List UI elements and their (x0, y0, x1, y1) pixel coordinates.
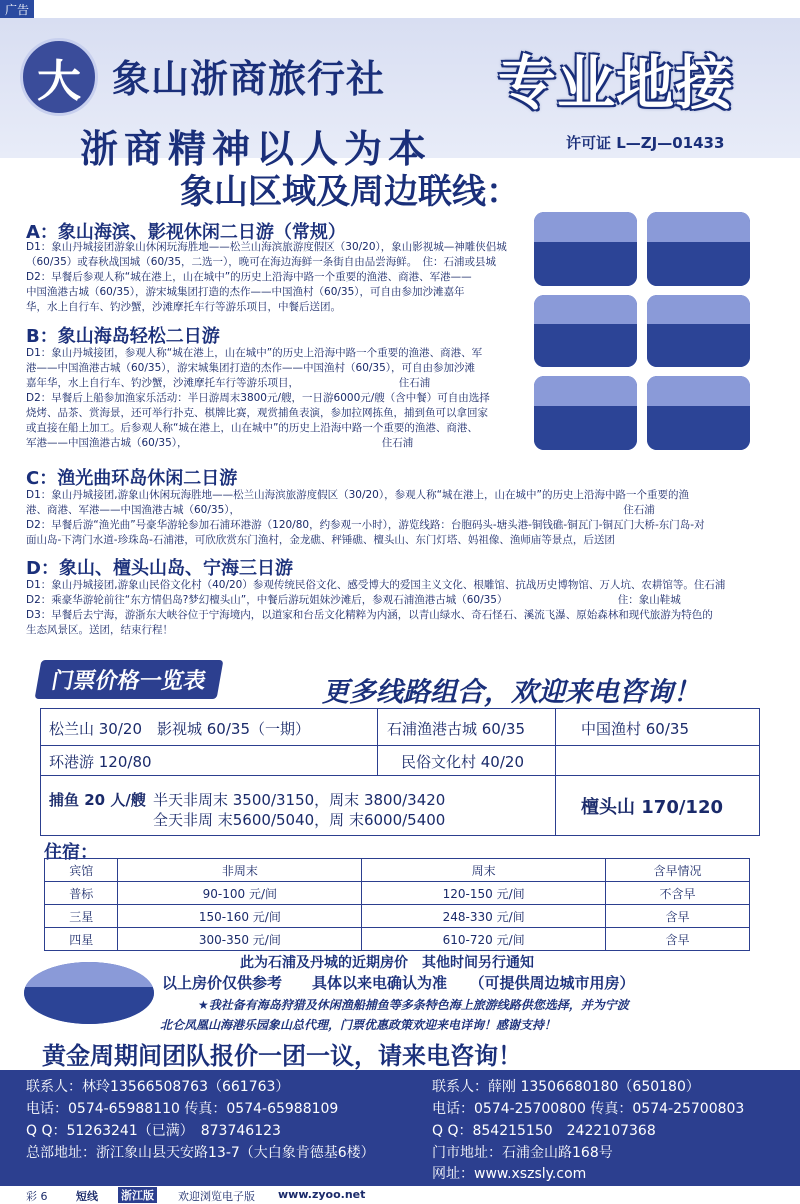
site-url[interactable]: www.zyoo.net (278, 1188, 366, 1201)
route-b-text: D1：象山丹城接团，参观人称“城在港上，山在城中”的历史上沿海中路一个重要的渔港、商港、军 港——中国渔港古城（60/35），游宋城集团打造的杰作——中国渔村（60/35），可自由参加沙滩 嘉年华，水上自行车、钓沙蟹，沙滩摩托车行等游乐项目， 住石浦 D2：早餐后上船参加渔家乐活动：半日游周末3800元/艘，一日游6000元/艘（含中餐）可自由选择 烧烤、品茶、赏海景，还可举行扑克、棋牌比赛，观赏捕鱼表演，参加拉网拣鱼，捕到鱼可以拿回家 或直接在船上加工。后参观人称“城在港上，山在城中”的历史上沿海中路一个重要的渔港、商港、 军港——中国渔港古城（60/35）， 住石浦 (26, 347, 490, 449)
section-name: 短线 (76, 1190, 98, 1203)
fishing-label: 捕鱼 20 人/艘 (49, 791, 146, 809)
license-number: 许可证 L—ZJ—01433 (566, 134, 725, 152)
fishing-half-day: 半天非周末 3500/3150，周末 3800/3420 (153, 791, 446, 809)
table-row (45, 905, 750, 928)
table-cell: 四星 (45, 928, 118, 951)
region-title: 象山区域及周边联线： (180, 172, 520, 212)
table-header: 周末 (362, 859, 606, 882)
lodging-title: 住宿： (44, 842, 98, 863)
agency-name: 象山浙商旅行社 (112, 57, 386, 101)
route-c-text: D1：象山丹城接团,游象山休闲玩海胜地——松兰山海滨旅游度假区（30/20），参观人称“城在港上，山在城中”的历史上沿海中路一个重要的渔 港、商港、军港——中国渔港古城（60/35）， 住石浦 D2：早餐后游“渔光曲”号豪华游轮参加石浦环港游（120/80，约参观一小时），游览线路：台胞码头-塘头港-铜钱礁-铜瓦门-铜瓦门大桥-东门岛-对 面山岛-下湾门水道-珍珠岛-石浦港，可欣欣赏东门渔村，金龙礁、秤锤礁、檀头山、东门灯塔、妈祖像、渔师庙等景点，后送团 (26, 489, 705, 546)
route-c-title: C：渔光曲环岛休闲二日游 (26, 468, 238, 489)
table-row (45, 882, 750, 905)
welcome-text: 欢迎浏览电子版 (178, 1190, 255, 1203)
lodging-note-2: 以上房价仅供参考 具体以来电确认为准 （可提供周边城市用房） (162, 974, 635, 992)
table-header: 非周末 (118, 859, 362, 882)
contact-qq-left: Q Q：51263241（已满） 873746123 (26, 1123, 281, 1139)
table-header: 含早情况 (606, 859, 750, 882)
ticket-cell: 松兰山 30/20 影视城 60/35（一期） (49, 720, 310, 738)
ticket-cell: 环港游 120/80 (49, 753, 152, 771)
more-routes-slogan: 更多线路组合，欢迎来电咨询！ (322, 677, 700, 708)
table-cell: 248-330 元/间 (362, 905, 606, 928)
table-cell: 300-350 元/间 (118, 928, 362, 951)
ticket-cell: 石浦渔港古城 60/35 (387, 720, 525, 738)
page-footer (0, 1186, 800, 1204)
lodging-note-4: 北仑凤凰山海港乐园象山总代理，门票优惠政策欢迎来电详询！感谢支持！ (160, 1018, 557, 1032)
slogan: 浙商精神以人为本 (80, 126, 433, 171)
page-number: 彩 6 (26, 1190, 48, 1203)
photo-island-aerial (24, 962, 154, 1024)
table-cell: 150-160 元/间 (118, 905, 362, 928)
contact-person-left: 联系人：林玲13566508763（661763） (26, 1079, 290, 1095)
contact-phone-left: 电话：0574-65988110 传真：0574-65988109 (26, 1101, 339, 1117)
big-title: 专业地接 (498, 49, 735, 117)
route-a-text: D1：象山丹城接团游象山休闲玩海胜地——松兰山海滨旅游度假区（30/20），象山影视城—神雕侠侣城 （60/35）或春秋战国城（60/35，二选一），晚可在海边海鲜一条街自由品尝海鲜。 住：石浦或县城 D2：早餐后参观人称“城在港上，山在城中”的历史上沿海中路一个重要的渔港、商港、军港—— 中国渔港古城（60/35），游宋城集团打造的杰作——中国渔村（60/35），可自由参加沙滩嘉年 华，水上自行车、钓沙蟹，沙滩摩托车行等游乐项目，中餐后送团。 (26, 241, 507, 313)
fishing-full-day: 全天非周 末5600/5040，周 末6000/5400 (153, 811, 446, 829)
table-cell: 含早 (606, 905, 750, 928)
table-cell: 三星 (45, 905, 118, 928)
table-cell: 610-720 元/间 (362, 928, 606, 951)
ticket-cell: 中国渔村 60/35 (581, 720, 689, 738)
photo-sea-rocks (647, 376, 750, 450)
table-row (45, 928, 750, 951)
table-header: 宾馆 (45, 859, 118, 882)
route-b-title: B：象山海岛轻松二日游 (26, 326, 220, 347)
contact-phone-right: 电话：0574-25700800 传真：0574-25700803 (432, 1101, 745, 1117)
table-cell: 120-150 元/间 (362, 882, 606, 905)
ticket-cell: 民俗文化村 40/20 (401, 753, 524, 771)
table-cell: 含早 (606, 928, 750, 951)
photo-beach-rocks (534, 212, 637, 286)
route-a-title: A：象山海滨、影视休闲二日游（常规） (26, 222, 346, 243)
table-cell: 不含早 (606, 882, 750, 905)
hq-address: 总部地址：浙江象山县天安路13-7（大白象肯德基6楼） (26, 1145, 375, 1161)
golden-week-notice: 黄金周期间团队报价一团一议，请来电咨询！ (42, 1042, 522, 1070)
photo-harbor-bridge (534, 295, 637, 367)
hotel-price-table (44, 858, 750, 951)
photo-coast-town (647, 212, 750, 286)
ticket-price-table (40, 708, 760, 836)
route-d-title: D：象山、檀头山岛、宁海三日游 (26, 558, 293, 579)
photo-island-hills (647, 295, 750, 367)
contact-qq-right: Q Q：854215150 2422107368 (432, 1123, 656, 1139)
lodging-note-1: 此为石浦及丹城的近期房价 其他时间另行通知 (240, 955, 534, 971)
table-cell: 90-100 元/间 (118, 882, 362, 905)
route-d-text: D1：象山丹城接团,游象山民俗文化村（40/20）参观传统民俗文化、感受博大的爱国主义文化、根雕馆、抗战历史博物馆、万人坑、农耕馆等。住石浦 D2：乘豪华游轮前往“东方情侣岛?梦幻檀头山”，中餐后游玩姐妹沙滩后，参观石浦渔港古城（60/35） 住：象山鞋城 D3：早餐后去宁海，游浙东大峡谷位于宁海境内，以道家和台岳文化精粹为内涵，以青山绿水、奇石怪石、溪流飞瀑、原始森林和现代旅游为特色的 生态风景区。送团，结束行程！ (26, 579, 726, 636)
website: 网址：www.xszsly.com (432, 1166, 587, 1182)
store-address: 门市地址：石浦金山路168号 (432, 1145, 613, 1161)
lodging-note-3: ★我社备有海岛狩猎及休闲渔船捕鱼等多条特色海上旅游线路供您选择，并为宁波 (198, 998, 629, 1012)
table-header-row (45, 859, 750, 882)
ad-tag: 广告 (0, 0, 34, 19)
photo-crowded-beach (534, 376, 637, 450)
tantou-price: 檀头山 170/120 (581, 797, 723, 818)
contact-person-right: 联系人：薛刚 13506680180（650180） (432, 1079, 700, 1095)
agency-logo: 大 (20, 38, 98, 116)
table-cell: 普标 (45, 882, 118, 905)
edition-badge: 浙江版 (118, 1187, 157, 1203)
ticket-price-banner: 门票价格一览表 (35, 660, 224, 699)
